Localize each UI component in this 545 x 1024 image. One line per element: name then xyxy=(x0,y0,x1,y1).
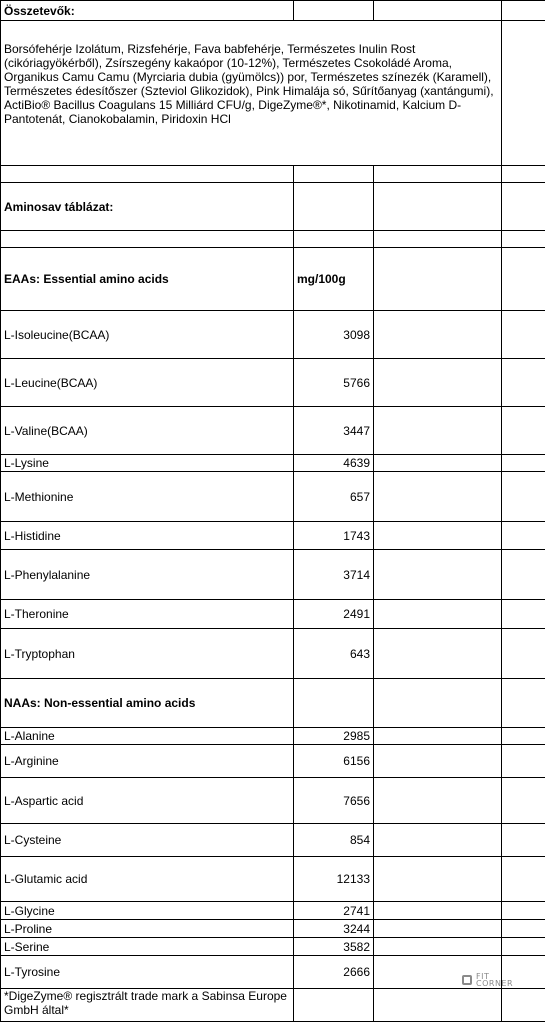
eaa-rows xyxy=(1,311,545,679)
amino-acid-name: L-Serine xyxy=(1,938,294,956)
unit-header: mg/100g xyxy=(294,248,374,311)
naa-header-row xyxy=(1,679,545,728)
amino-acid-value: 6156 xyxy=(294,745,374,778)
table-row xyxy=(1,920,545,938)
amino-acid-name: L-Aspartic acid xyxy=(1,778,294,824)
table-row xyxy=(1,359,545,407)
table-row xyxy=(1,522,545,550)
table-row xyxy=(1,472,545,522)
amino-acid-value: 2491 xyxy=(294,600,374,629)
table-row xyxy=(1,600,545,629)
ingredients-header: Összetevők: xyxy=(1,1,294,21)
table-row xyxy=(1,745,545,778)
logo-text-line2: CORNER xyxy=(476,979,514,988)
logo-mark-icon xyxy=(462,975,472,985)
table-row xyxy=(1,778,545,824)
ingredients-text: Borsófehérje Izolátum, Rizsfehérje, Fava babfehérje, Természetes Inulin Rost (cikóriagyökérből), Zsírszegény kakaópor (10-12%), Természetes Csokoládé Aroma, Organikus Camu Camu (Myrciaria dubia (gyümölcs)) por, Természetes színezék (Karamell), Természetes édesítőszer (Szteviol Glikozidok), Pink Himalája só, Sűrítőanyag (xantángumi), ActiBio® Bacillus Coagulans 15 Milliárd CFU/g, DigeZyme®*, Nikotinamid, Kalcium D-Pantotenát, Cianokobalamin, Piridoxin HCl xyxy=(1,21,502,166)
amino-acid-value: 1743 xyxy=(294,522,374,550)
table-row xyxy=(1,455,545,472)
footnote: *DigeZyme® regisztrált trade mark a Sabinsa Europe GmbH által* xyxy=(1,989,294,1022)
amino-acid-value: 657 xyxy=(294,472,374,522)
amino-title-row xyxy=(1,183,545,231)
amino-acid-value: 3244 xyxy=(294,920,374,938)
amino-acid-name: L-Isoleucine(BCAA) xyxy=(1,311,294,359)
amino-acid-name: L-Theronine xyxy=(1,600,294,629)
logo-text-line1: FIT xyxy=(476,972,490,981)
amino-acid-name: L-Glutamic acid xyxy=(1,857,294,902)
amino-acid-value: 7656 xyxy=(294,778,374,824)
amino-acid-name: L-Alanine xyxy=(1,728,294,745)
amino-acid-name: L-Valine(BCAA) xyxy=(1,407,294,455)
amino-acid-value: 2741 xyxy=(294,902,374,920)
amino-acid-name: L-Lysine xyxy=(1,455,294,472)
eaa-header: EAAs: Essential amino acids xyxy=(1,248,294,311)
amino-acid-value: 2985 xyxy=(294,728,374,745)
table-row xyxy=(1,728,545,745)
fit-corner-logo xyxy=(462,973,522,993)
spacer-row xyxy=(1,231,545,248)
amino-acid-name: L-Phenylalanine xyxy=(1,550,294,600)
amino-table-title: Aminosav táblázat: xyxy=(1,183,294,231)
amino-acid-name: L-Methionine xyxy=(1,472,294,522)
amino-acid-name: L-Tryptophan xyxy=(1,629,294,679)
table-row xyxy=(1,938,545,956)
amino-acid-name: L-Leucine(BCAA) xyxy=(1,359,294,407)
amino-acid-value: 4639 xyxy=(294,455,374,472)
amino-acid-name: L-Histidine xyxy=(1,522,294,550)
eaa-header-row xyxy=(1,248,545,311)
spacer-row xyxy=(1,166,545,183)
ingredients-row xyxy=(1,21,545,166)
amino-acid-value: 3582 xyxy=(294,938,374,956)
amino-acid-value: 2666 xyxy=(294,956,374,989)
ingredients-header-row xyxy=(1,1,545,21)
amino-acid-value: 854 xyxy=(294,824,374,857)
amino-acid-value: 12133 xyxy=(294,857,374,902)
table-row xyxy=(1,857,545,902)
table-row xyxy=(1,407,545,455)
table-row xyxy=(1,902,545,920)
footnote-row xyxy=(1,989,545,1022)
logo-text xyxy=(476,973,513,987)
naa-header: NAAs: Non-essential amino acids xyxy=(1,679,294,728)
amino-acid-name: L-Cysteine xyxy=(1,824,294,857)
amino-acid-name: L-Arginine xyxy=(1,745,294,778)
amino-acid-value: 5766 xyxy=(294,359,374,407)
amino-acid-name: L-Glycine xyxy=(1,902,294,920)
amino-acid-value: 3447 xyxy=(294,407,374,455)
amino-acid-value: 3714 xyxy=(294,550,374,600)
table-row xyxy=(1,824,545,857)
amino-acid-value: 3098 xyxy=(294,311,374,359)
table-row xyxy=(1,550,545,600)
naa-rows xyxy=(1,728,545,989)
amino-acid-value: 643 xyxy=(294,629,374,679)
amino-acid-name: L-Proline xyxy=(1,920,294,938)
table-row xyxy=(1,311,545,359)
amino-acid-name: L-Tyrosine xyxy=(1,956,294,989)
table-row xyxy=(1,629,545,679)
